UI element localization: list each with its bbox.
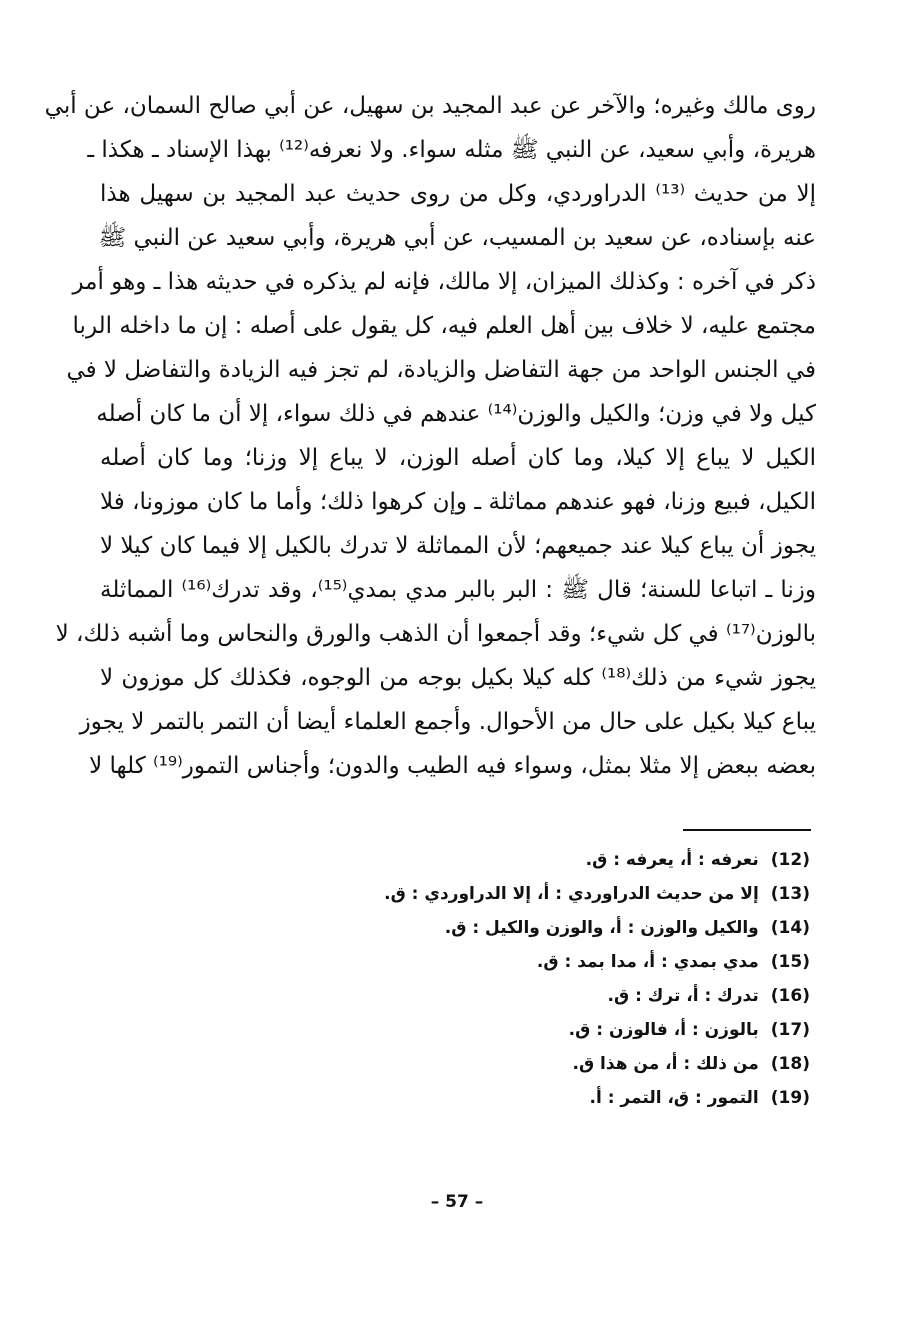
body-line: عنه بإسناده، عن سعيد بن المسيب، عن أبي هريرة، وأبي سعيد عن النبي ﷺ	[98, 225, 816, 251]
body-line: الكيل لا يباع إلا كيلا، وما كان أصله الوزن، لا يباع إلا وزنا؛ وما كان أصله	[100, 445, 816, 471]
footnote-separator	[683, 829, 811, 831]
footnote	[290, 843, 810, 877]
footnote	[290, 1081, 810, 1115]
footnote-number: (14)	[770, 918, 810, 938]
footnote-number: (19)	[770, 1088, 810, 1108]
footnote	[290, 911, 810, 945]
footnote-text: من ذلك : أ، من هذا ق.	[572, 1054, 759, 1074]
footnote	[290, 945, 810, 979]
body-line: في الجنس الواحد من جهة التفاضل والزيادة، لم تجز فيه الزيادة والتفاضل لا في	[66, 357, 816, 383]
footnote-text: نعرفه : أ، يعرفه : ق.	[585, 850, 759, 870]
body-line: كيل ولا في وزن؛ والكيل والوزن⁽¹⁴⁾ عندهم في ذلك سواء، إلا أن ما كان أصله	[96, 401, 816, 427]
body-line: الكيل، فبيع وزنا، فهو عندهم مماثلة ـ وإن كرهوا ذلك؛ وأما ما كان موزونا، فلا	[100, 489, 816, 515]
footnote-number: (17)	[770, 1020, 810, 1040]
footnote-number: (13)	[770, 884, 810, 904]
footnote-text: مدي بمدي : أ، مدا بمد : ق.	[536, 952, 759, 972]
footnotes	[290, 843, 810, 1115]
page-number: – 57 –	[430, 1192, 484, 1212]
body-line: يجوز أن يباع كيلا عند جميعهم؛ لأن المماثلة لا تدرك بالكيل إلا فيما كان كيلا لا	[100, 533, 816, 559]
body-line: ذكر في آخره : وكذلك الميزان، إلا مالك، فإنه لم يذكره في حديثه هذا ـ وهو أمر	[72, 269, 816, 295]
body-line: مجتمع عليه، لا خلاف بين أهل العلم فيه، كل يقول على أصله : إن ما داخله الربا	[72, 313, 816, 339]
footnote-text: تدرك : أ، ترك : ق.	[607, 986, 759, 1006]
footnote-text: والكيل والوزن : أ، والوزن والكيل : ق.	[444, 918, 759, 938]
footnote-text: التمور : ق، التمر : أ.	[589, 1088, 759, 1108]
footnote	[290, 1013, 810, 1047]
main-text	[44, 84, 816, 788]
body-line: إلا من حديث ⁽¹³⁾ الدراوردي، وكل من روى حديث عبد المجيد بن سهيل هذا	[100, 181, 816, 207]
footnote-text: بالوزن : أ، فالوزن : ق.	[568, 1020, 759, 1040]
body-line: يباع كيلا بكيل على حال من الأحوال. وأجمع العلماء أيضا أن التمر بالتمر لا يجوز	[79, 709, 816, 735]
body-line: بعضه ببعض إلا مثلا بمثل، وسواء فيه الطيب والدون؛ وأجناس التمور⁽¹⁹⁾ كلها لا	[89, 753, 816, 779]
body-line: بالوزن⁽¹⁷⁾ في كل شيء؛ وقد أجمعوا أن الذهب والورق والنحاس وما أشبه ذلك، لا	[55, 621, 816, 647]
footnote	[290, 1047, 810, 1081]
body-line: روى مالك وغيره؛ والآخر عن عبد المجيد بن سهيل، عن أبي صالح السمان، عن أبي	[44, 93, 816, 119]
footnote	[290, 877, 810, 911]
footnote-number: (18)	[770, 1054, 810, 1074]
body-line: يجوز شيء من ذلك⁽¹⁸⁾ كله كيلا بكيل بوجه من الوجوه، فكذلك كل موزون لا	[100, 665, 816, 691]
body-line: وزنا ـ اتباعا للسنة؛ قال ﷺ : البر بالبر مدي بمدي⁽¹⁵⁾، وقد تدرك⁽¹⁶⁾ المماثلة	[100, 577, 816, 603]
footnote-number: (12)	[770, 850, 810, 870]
footnote	[290, 979, 810, 1013]
footnote-number: (16)	[770, 986, 810, 1006]
footnote-number: (15)	[770, 952, 810, 972]
footnote-text: إلا من حديث الدراوردي : أ، إلا الدراوردي : ق.	[384, 884, 759, 904]
body-line: هريرة، وأبي سعيد، عن النبي ﷺ مثله سواء. ولا نعرفه⁽¹²⁾ بهذا الإسناد ـ هكذا ـ	[87, 137, 816, 163]
